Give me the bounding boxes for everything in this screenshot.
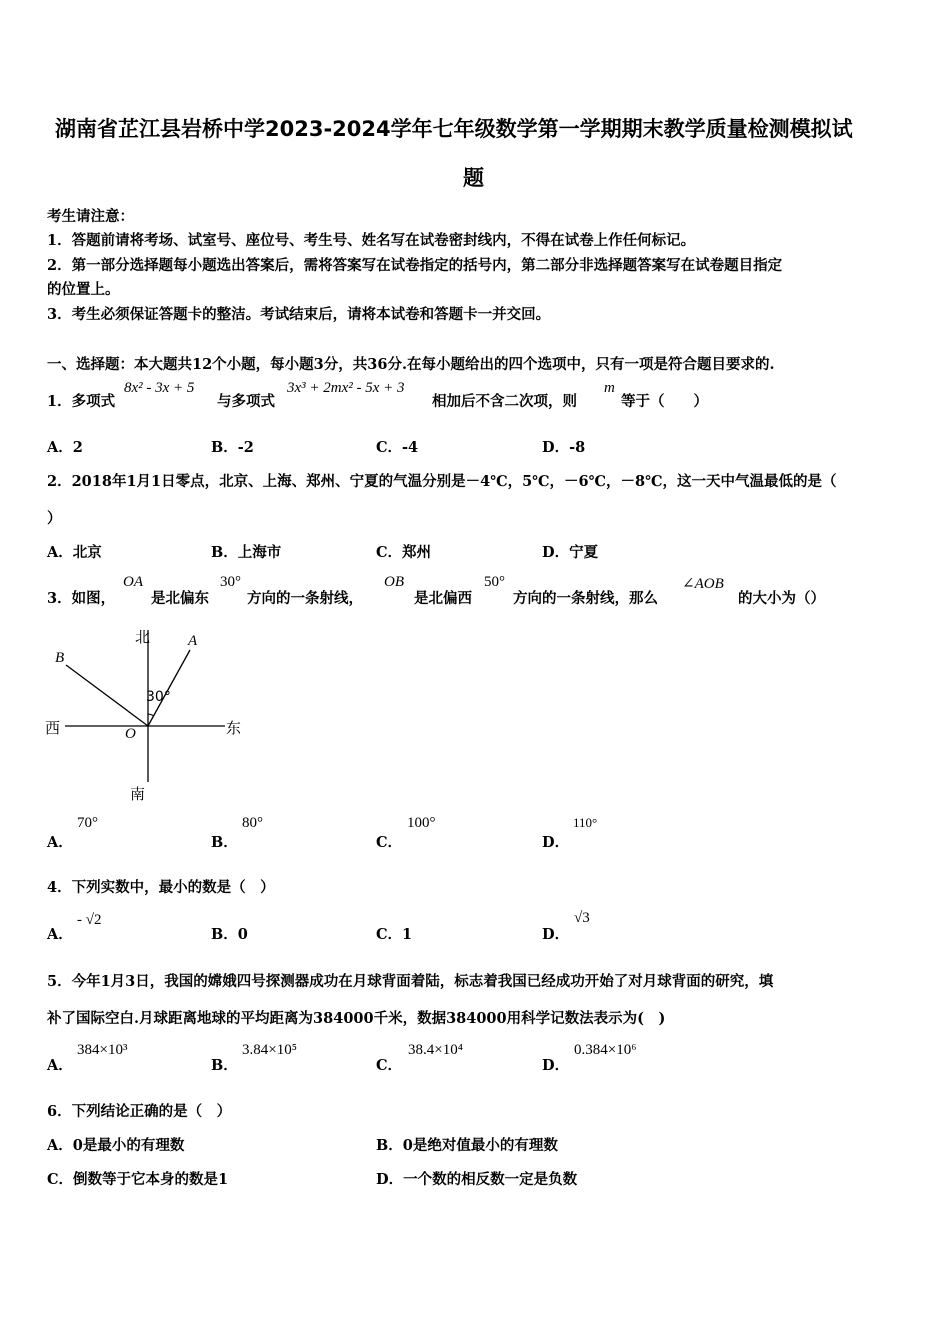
- q3-degree-30: 30°: [220, 574, 241, 590]
- label-point-b: B: [55, 650, 65, 666]
- q5-option-b[interactable]: B．: [211, 1057, 238, 1074]
- ray-ob: [66, 665, 148, 726]
- notice-item-1: 1．答题前请将考场、试室号、座位号、考生号、姓名写在试卷密封线内，不得在试卷上作任何标记。: [47, 232, 696, 249]
- q1-expression-1: 8x² - 3x + 5: [124, 380, 195, 396]
- notice-heading: 考生请注意：: [47, 208, 134, 225]
- label-point-a: A: [188, 633, 198, 649]
- q3-compass-figure: [40, 620, 260, 805]
- q1-variable: m: [604, 380, 615, 396]
- q5-stem: 5．今年1月3日，我国的嫦娥四号探测器成功在月球背面着陆，标志着我国已经成功开始了对月球背面的研究，填: [47, 973, 774, 990]
- q1-stem-part1: 1．多项式: [47, 393, 116, 410]
- ray-oa: [148, 650, 190, 726]
- q3-option-a[interactable]: A．: [47, 834, 73, 851]
- q5-option-c[interactable]: C．: [376, 1057, 403, 1074]
- q3-ray-ob: OB: [384, 574, 404, 590]
- q1-option-c[interactable]: C．-4: [376, 439, 419, 456]
- q6-option-a[interactable]: A．0是最小的有理数: [47, 1137, 185, 1154]
- q1-stem-part3: 相加后不含二次项，则: [432, 393, 577, 410]
- q3-stem-part3: 方向的一条射线，: [247, 590, 363, 607]
- q6-option-b[interactable]: B．0是绝对值最小的有理数: [376, 1137, 558, 1154]
- q2-stem-continued: ）: [47, 510, 62, 527]
- q5-option-d-value: 0.384×10⁶: [574, 1042, 637, 1058]
- notice-item-2-continued: 的位置上。: [47, 281, 120, 298]
- q1-expression-2: 3x³ + 2mx² - 5x + 3: [287, 380, 405, 396]
- q1-option-d[interactable]: D．-8: [542, 439, 586, 456]
- q3-option-d[interactable]: D．: [542, 834, 570, 851]
- q4-option-b[interactable]: B．0: [211, 926, 248, 943]
- label-north: 北: [135, 628, 151, 646]
- notice-item-3: 3．考生必须保证答题卡的整洁。考试结束后，请将本试卷和答题卡一并交回。: [47, 306, 551, 323]
- q3-option-c[interactable]: C．: [376, 834, 403, 851]
- q6-stem: 6．下列结论正确的是（ ）: [47, 1103, 232, 1120]
- q5-option-a-value: 384×10³: [77, 1042, 128, 1058]
- q2-option-a[interactable]: A．北京: [47, 544, 102, 561]
- q4-option-a-value: - √2: [77, 912, 102, 928]
- q1-option-a[interactable]: A．2: [47, 439, 83, 456]
- q3-option-b-value: 80°: [242, 815, 263, 831]
- q1-stem-part4: 等于（ ）: [621, 393, 708, 410]
- q1-option-b[interactable]: B．-2: [211, 439, 254, 456]
- q4-option-c[interactable]: C．1: [376, 926, 413, 943]
- label-west: 西: [45, 719, 61, 737]
- q5-option-b-value: 3.84×10⁵: [242, 1042, 297, 1058]
- q4-stem: 4．下列实数中，最小的数是（ ）: [47, 879, 275, 896]
- q3-option-b[interactable]: B．: [211, 834, 238, 851]
- q3-degree-50: 50°: [484, 574, 505, 590]
- label-angle-30: 30°: [146, 689, 171, 705]
- q3-angle-aob: ∠AOB: [682, 576, 724, 592]
- q3-stem-part2: 是北偏东: [151, 590, 209, 607]
- angle-arc: [148, 714, 154, 716]
- q2-option-d[interactable]: D．宁夏: [542, 544, 599, 561]
- q5-option-c-value: 38.4×10⁴: [408, 1042, 463, 1058]
- q3-stem-part5: 方向的一条射线，那么: [513, 590, 658, 607]
- q5-option-d[interactable]: D．: [542, 1057, 570, 1074]
- q3-option-c-value: 100°: [407, 815, 436, 831]
- section-heading: 一、选择题：本大题共12个小题，每小题3分，共36分.在每小题给出的四个选项中，只有一项是符合题目要求的.: [47, 356, 775, 373]
- q5-stem-continued: 补了国际空白.月球距离地球的平均距离为384000千米，数据384000用科学记数法表示为( ): [47, 1010, 666, 1027]
- notice-item-2: 2．第一部分选择题每小题选出答案后，需将答案写在试卷指定的括号内，第二部分非选择题答案写在试卷题目指定: [47, 257, 783, 274]
- label-point-o: O: [125, 726, 136, 742]
- q3-option-d-value: 110°: [573, 815, 598, 830]
- q2-stem: 2．2018年1月1日零点，北京、上海、郑州、宁夏的气温分别是－4℃，5℃，－6℃，－8℃，这一天中气温最低的是（: [47, 473, 837, 490]
- page-title-continued: 题: [463, 166, 484, 190]
- q4-option-d[interactable]: D．: [542, 926, 570, 943]
- q6-option-c[interactable]: C．倒数等于它本身的数是1: [47, 1171, 229, 1188]
- q1-stem-part2: 与多项式: [217, 393, 275, 410]
- q2-option-b[interactable]: B．上海市: [211, 544, 282, 561]
- label-east: 东: [226, 719, 242, 737]
- q4-option-d-value: √3: [574, 910, 590, 926]
- q2-option-c[interactable]: C．郑州: [376, 544, 432, 561]
- q3-option-a-value: 70°: [77, 815, 98, 831]
- q3-stem-part6: 的大小为（）: [738, 590, 825, 607]
- q3-stem-part4: 是北偏西: [414, 590, 472, 607]
- q3-ray-oa: OA: [123, 574, 143, 590]
- page-title: 湖南省芷江县岩桥中学2023-2024学年七年级数学第一学期期末教学质量检测模拟试: [55, 117, 853, 141]
- q4-option-a[interactable]: A．: [47, 926, 73, 943]
- q6-option-d[interactable]: D．一个数的相反数一定是负数: [376, 1171, 578, 1188]
- label-south: 南: [130, 785, 146, 803]
- q3-stem-part1: 3．如图，: [47, 590, 116, 607]
- q5-option-a[interactable]: A．: [47, 1057, 73, 1074]
